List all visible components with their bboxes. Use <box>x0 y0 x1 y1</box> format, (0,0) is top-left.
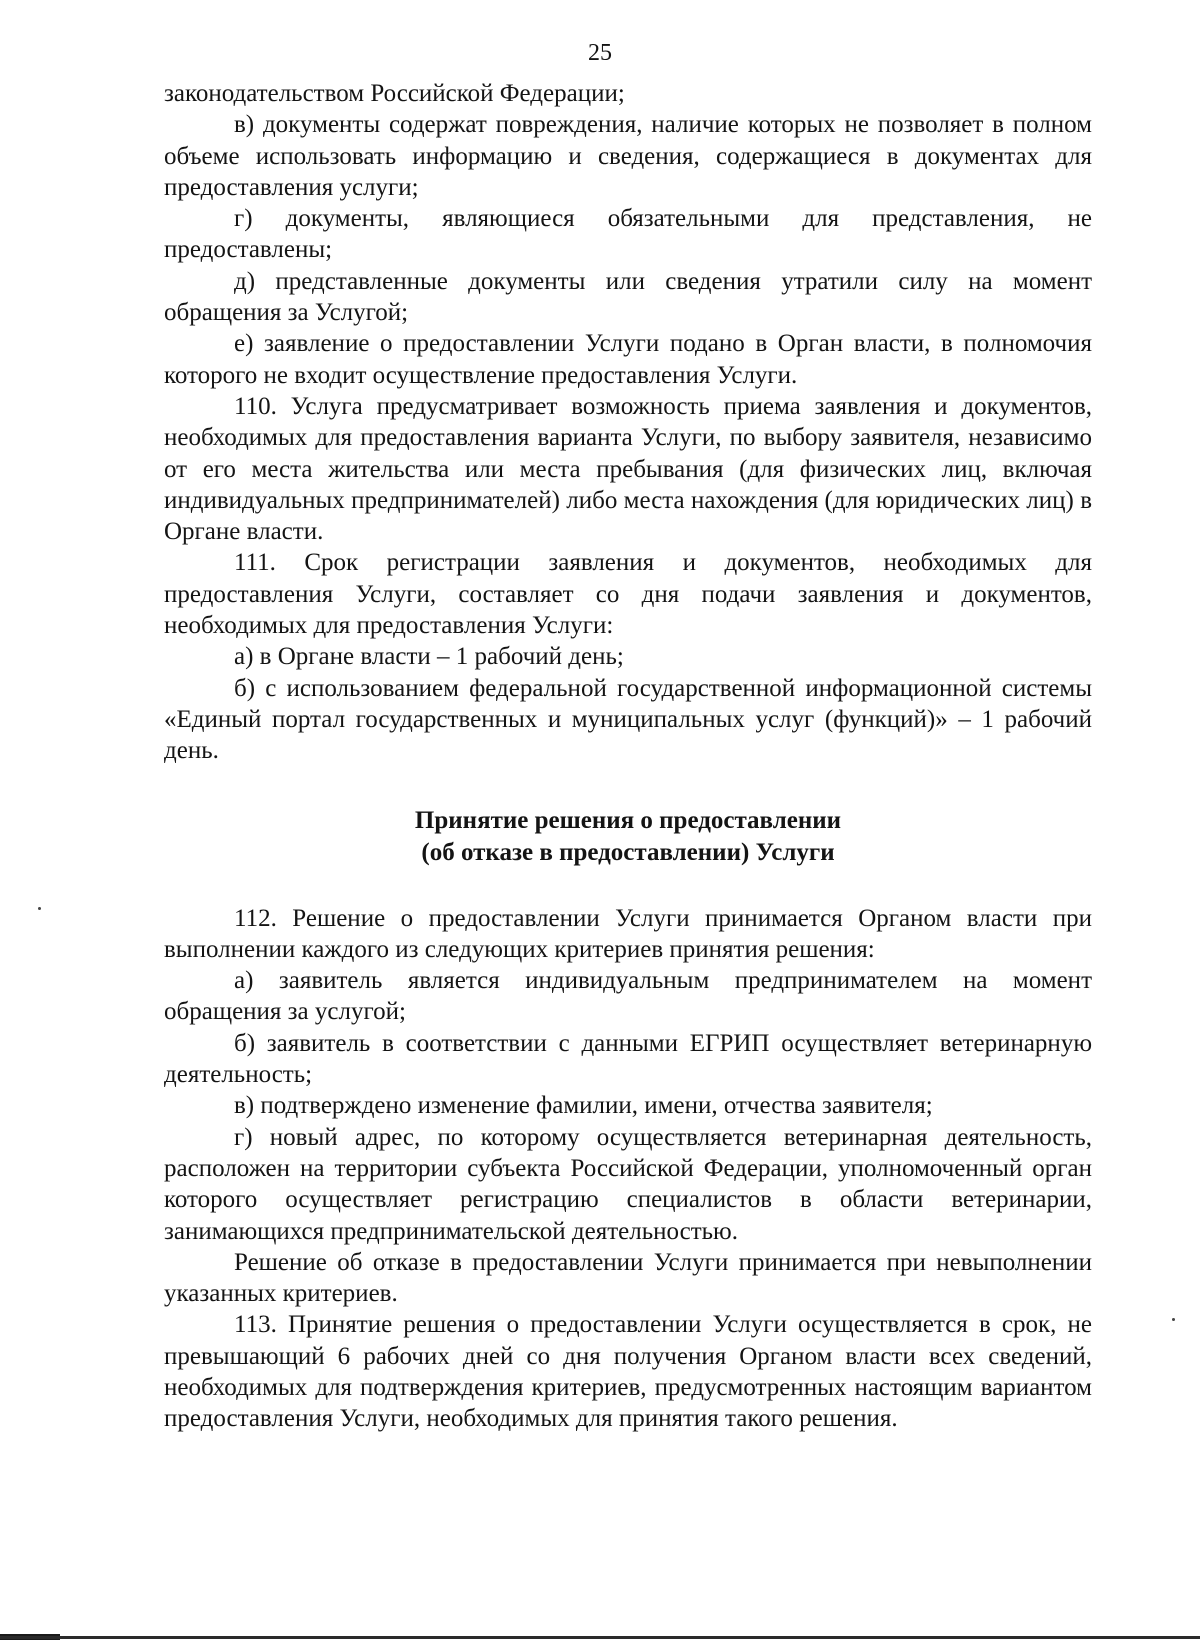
paragraph: в) подтверждено изменение фамилии, имени, отчества заявителя; <box>234 1092 933 1120</box>
section-heading-line: (об отказе в предоставлении) Услуги <box>421 838 835 866</box>
page-number: 25 <box>588 40 612 66</box>
paragraph: Решение об отказе в предоставлении Услуги принимается при невыполнении указанных критериев. <box>164 1248 1092 1308</box>
document-body <box>164 78 1092 1435</box>
paragraph: г) новый адрес, по которому осуществляется ветеринарная деятельность, расположен на территории субъекта Российской Федерации, уполномоченный орган которого осуществляет регистрацию специалистов в области ветеринарии, занимающихся предпринимательской деятельностью. <box>164 1123 1092 1245</box>
paragraph: е) заявление о предоставлении Услуги подано в Орган власти, в полномочия которого не входит осуществление предоставления Услуги. <box>164 330 1092 389</box>
scan-bottom-edge <box>0 1636 1200 1639</box>
paragraph: законодательством Российской Федерации; <box>164 80 625 107</box>
paragraph: а) в Органе власти – 1 рабочий день; <box>234 643 624 671</box>
paragraphs-top <box>164 78 1092 767</box>
paragraph: а) заявитель является индивидуальным предпринимателем на момент обращения за услугой; <box>164 967 1092 1026</box>
section-heading <box>164 805 1092 869</box>
scan-speck <box>1172 1318 1175 1321</box>
paragraph: в) документы содержат повреждения, наличие которых не позволяет в полном объеме использовать информацию и сведения, содержащиеся в документах для предоставления услуги; <box>164 111 1092 201</box>
paragraph: б) заявитель в соответствии с данными ЕГРИП осуществляет ветеринарную деятельность; <box>164 1029 1092 1089</box>
paragraph: д) представленные документы или сведения утратили силу на момент обращения за Услугой; <box>164 267 1092 327</box>
section-heading-line: Принятие решения о предоставлении <box>414 806 842 834</box>
paragraphs-bottom <box>164 903 1092 1435</box>
paragraph: 112. Решение о предоставлении Услуги принимается Органом власти при выполнении каждого из следующих критериев принятия решения: <box>164 904 1092 963</box>
paragraph: 110. Услуга предусматривает возможность приема заявления и документов, необходимых для предоставления варианта Услуги, по выбору заявителя, независимо от его места жительства или места пребывания (для физических лиц, включая индивидуальных предпринимателей) либо места нахождения (для юридических лиц) в Органе власти. <box>164 392 1092 546</box>
scan-speck <box>38 907 41 910</box>
paragraph: 111. Срок регистрации заявления и документов, необходимых для предоставления Услуги, составляет со дня подачи заявления и документов, необходимых для предоставления Услуги: <box>164 549 1092 640</box>
paragraph: 113. Принятие решения о предоставлении Услуги осуществляется в срок, не превышающий 6 рабочих дней со дня получения Органом власти всех сведений, необходимых для подтверждения критериев, предусмотренных настоящим вариантом предоставления Услуги, необходимых для принятия такого решения. <box>164 1311 1092 1433</box>
paragraph: г) документы, являющиеся обязательными для представления, не предоставлены; <box>164 205 1092 264</box>
paragraph: б) с использованием федеральной государственной информационной системы «Единый портал государственных и муниципальных услуг (функций)» – 1 рабочий день. <box>164 674 1092 765</box>
